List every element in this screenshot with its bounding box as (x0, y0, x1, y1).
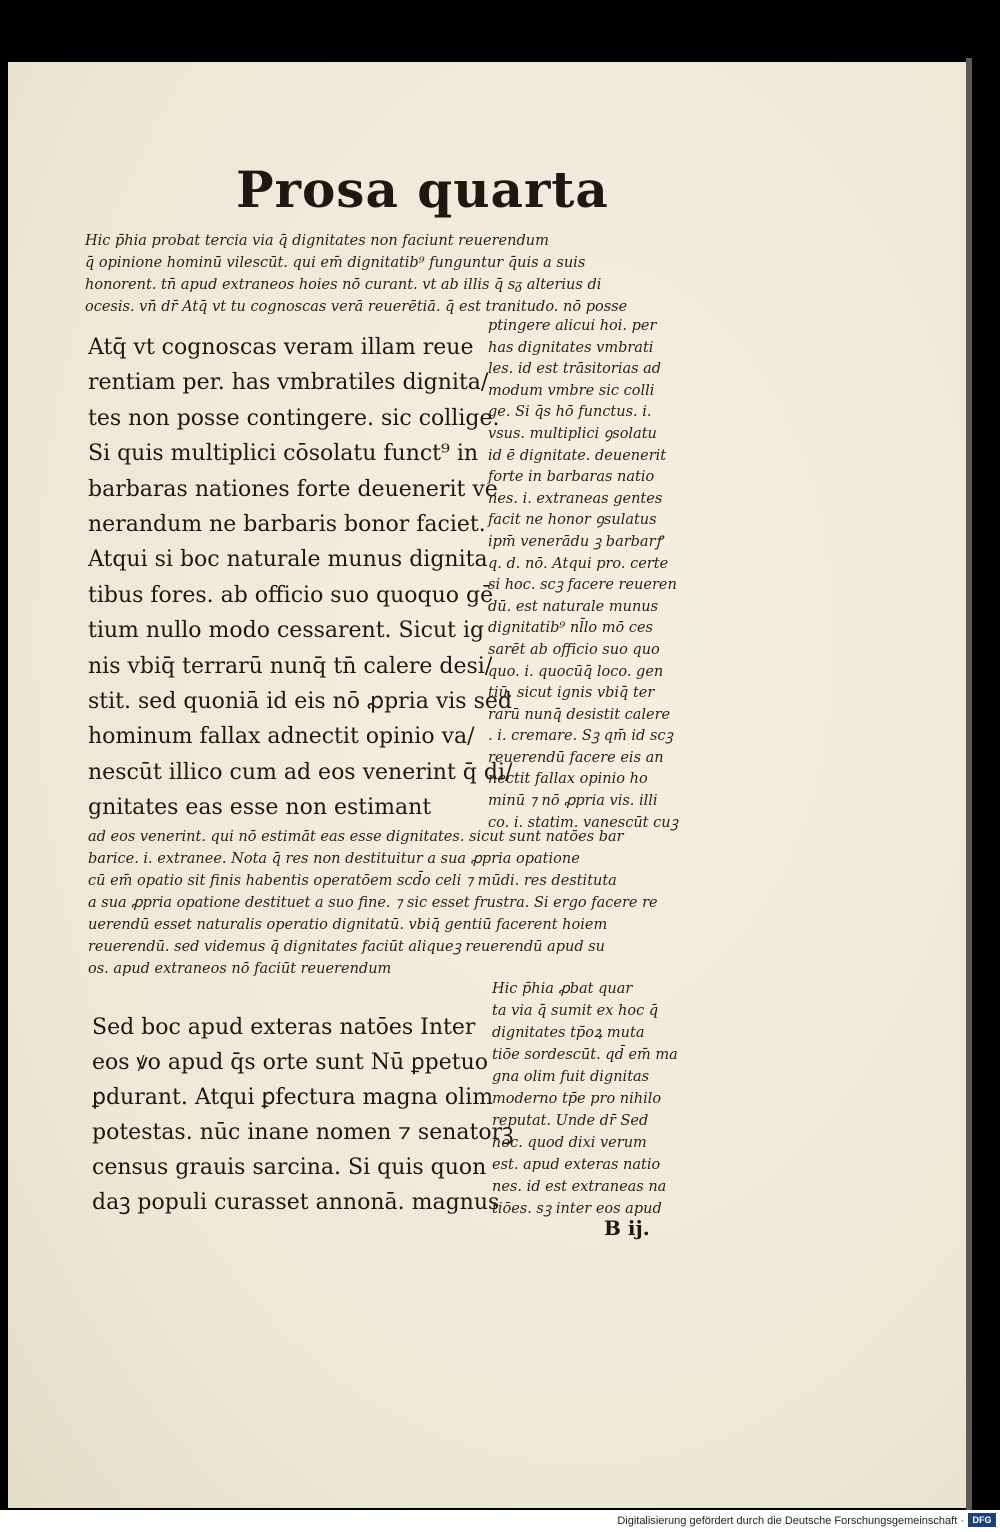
gloss-line: facit ne honor ꝯsulatus (488, 512, 657, 529)
gloss-line: modum vmbre sic colli (488, 382, 655, 399)
text-line: tium nullo modo cessarent. Sicut ig (88, 618, 485, 644)
gloss-line: gna olim fuit dignitas (492, 1069, 650, 1085)
gloss-line: les. id est trāsitorias ad (488, 361, 662, 378)
side-gloss-1 (488, 316, 708, 834)
text-line: tes non posse contingere. sic collige. (88, 405, 500, 431)
gloss-line: hoc. quod dixi verum (492, 1135, 647, 1151)
text-line: nescūt illico cum ad eos venerint q̄ di/ (88, 759, 513, 785)
gloss-line: reputat. Unde dr̄ Sed (492, 1113, 649, 1129)
gloss-line: vsus. multiplici ꝯsolatu (488, 425, 657, 442)
text-line: census grauis sarcina. Si quis quon (92, 1155, 487, 1180)
gloss-line: . i. cremare. Sꝫ qm̄ id scꝫ (488, 728, 673, 745)
gloss-line: sarēt ab officio suo quo (488, 641, 660, 658)
gloss-line: quo. i. quocūq̄ loco. gen (488, 663, 664, 680)
text-line: Atqui si boc naturale munus dignita (88, 547, 488, 573)
text-line: rentiam per. has vmbratiles dignita/ (88, 370, 489, 396)
gloss-line: dignitatib⁹ nl̄lo mō ces (488, 620, 654, 637)
text-line: hominum fallax adnectit opinio va/ (88, 724, 475, 750)
text-line: potestas. nūc inane nomen ⁊ senatorꝫ (92, 1120, 514, 1145)
gloss-line: has dignitates vmbrati (488, 339, 654, 356)
gloss-line: ipm̄ venerādu ꝫ barbarꝭ (488, 533, 663, 550)
signature-mark: B ij. (604, 1216, 650, 1240)
gloss-line: Hic p̄hia probat tercia via q̄ dignitates non faciunt reuerendum (85, 233, 549, 249)
gloss-line: reuerendū. sed videmus q̄ dignitates faciūt aliqueꝫ reuerendū apud su (88, 939, 605, 955)
text-line: eos ꝟo apud q̄s orte sunt Nū ꝑpetuo (92, 1050, 489, 1075)
text-line: daꝫ populi curasset annonā. magnus (92, 1190, 500, 1215)
gloss-line: ge. Si q̄s hō functus. i. (488, 404, 652, 421)
gloss-line: co. i. statim. vanescūt cuꝫ (488, 814, 678, 831)
main-text-block-1 (88, 330, 513, 826)
text-line: Sed boc apud exteras natōes Inter (92, 1015, 476, 1040)
gloss-line: reuerendū facere eis an (488, 749, 664, 766)
gloss-line: honorent. tn̄ apud extraneos hoies nō curant. vt ab illis q̄ sᵹ alterius di (85, 277, 602, 293)
gloss-line: q̄ opinione hominū vilescūt. qui em̄ dignitatib⁹ funguntur q̄uis a suis (85, 255, 586, 271)
gloss-line: dignitates tp̄oꝝ muta (492, 1025, 645, 1041)
gloss-line: moderno tp̄e pro nihilo (492, 1091, 662, 1107)
gloss-line: dū. est naturale munus (488, 598, 659, 615)
gloss-line: ta via q̄ sumit ex hoc q̄ (492, 1003, 659, 1019)
gloss-line: uerendū esset naturalis operatio dignitatū. vbiq̄ gentiū facerent hoiem (88, 917, 608, 933)
gloss-line: nes. id est extraneas na (492, 1179, 667, 1195)
gloss-line: Hic p̄hia ꝓbat quar (492, 981, 633, 997)
text-line: nerandum ne barbaris bonor faciet. (88, 512, 486, 538)
text-line: Atq̄ vt cognoscas veram illam reue (88, 335, 474, 360)
gloss-line: tiōe sordescūt. qd̄ em̄ ma (492, 1047, 678, 1063)
gloss-line: ad eos venerint. qui nō estimāt eas esse dignitates. sicut sunt natōes bar (88, 829, 624, 845)
gloss-line: forte in barbaras natio (488, 469, 655, 486)
gloss-line: cū em̄ opatio sit finis habentis operatōem scd̄o celi ⁊ mūdi. res destituta (88, 873, 617, 889)
gloss-line: est. apud exteras natio (492, 1157, 661, 1173)
credit-text: Digitalisierung gefördert durch die Deutsche Forschungsgemeinschaft · (617, 1515, 964, 1527)
gloss-line: tiū. sicut ignis vbiq̄ ter (488, 685, 655, 702)
text-line: Si quis multiplici cōsolatu funct⁹ in (88, 441, 479, 467)
page-heading: Prosa quarta (236, 160, 609, 219)
dfg-logo: DFG (968, 1513, 996, 1527)
gloss-line: minū ⁊ nō ꝓpria vis. illi (488, 793, 658, 810)
gloss-line: id ē dignitate. deuenerit (488, 447, 667, 464)
gloss-line: os. apud extraneos nō faciūt reuerendum (88, 961, 392, 977)
gloss-line: rarū nunq̄ desistit calere (488, 706, 671, 723)
gloss-line: nes. i. extraneas gentes (488, 490, 663, 507)
gloss-line: nectit fallax opinio ho (488, 771, 648, 788)
text-line: stit. sed quoniā id eis nō ꝓpria vis sed (88, 689, 512, 715)
gloss-line: q. d. nō. Atqui pro. certe (488, 555, 669, 572)
text-line: nis vbiq̄ terrarū nunq̄ tn̄ calere desi/ (88, 653, 493, 679)
gloss-line: si hoc. scꝫ facere reueren (488, 577, 677, 594)
gloss-line: tiōes. sꝫ inter eos apud (492, 1201, 662, 1217)
side-gloss-2 (492, 978, 712, 1220)
main-text-block-2 (92, 1010, 514, 1220)
text-line: barbaras nationes forte deuenerit ve (88, 476, 498, 502)
page-edge (966, 58, 972, 1510)
gloss-line: a sua ꝓpria opatione destituet a suo fine. ⁊ sic esset frustra. Si ergo facere re (88, 895, 658, 911)
gloss-line: ocesis. vn̄ dr̄ Atq̄ vt tu cognoscas verā reuerētiā. q̄ est tranitudo. nō posse (85, 299, 628, 315)
gloss-line: barice. i. extranee. Nota q̄ res non destituitur a sua ꝓpria opatione (88, 851, 580, 867)
text-line: tibus fores. ab officio suo quoquo gē (88, 582, 494, 608)
text-line: gnitates eas esse non estimant (88, 795, 432, 821)
top-gloss (85, 230, 705, 318)
middle-gloss (88, 826, 708, 980)
gloss-line: ptingere alicui hoi. per (488, 318, 657, 334)
text-line: ꝑdurant. Atqui ꝑfectura magna olim (92, 1085, 494, 1110)
